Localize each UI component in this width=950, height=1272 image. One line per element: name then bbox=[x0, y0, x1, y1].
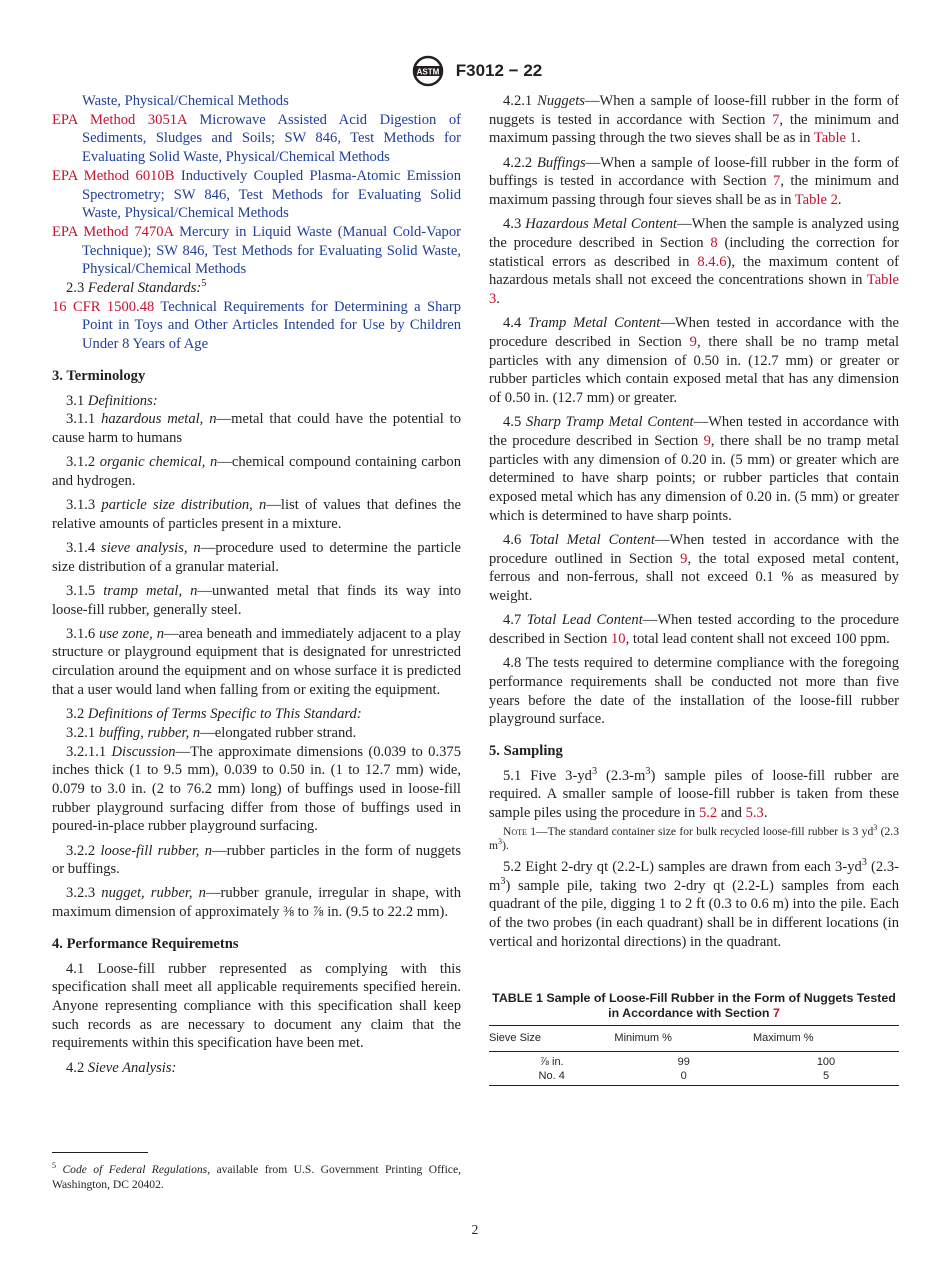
text: —When a sample of loose-fill rubber in the form of nuggets is tested in accordance with Section bbox=[489, 93, 899, 128]
reference-item bbox=[52, 92, 461, 111]
definition-3-1-6 bbox=[52, 625, 461, 700]
left-column bbox=[52, 92, 461, 1077]
section-4-heading: 4. Performance Requiremetns bbox=[52, 935, 239, 952]
footnote-number: 5 bbox=[52, 1161, 57, 1171]
text: . bbox=[837, 192, 842, 209]
section-number: 3.1.1 bbox=[66, 411, 96, 428]
superscript: 3 bbox=[591, 765, 598, 777]
definition-text: —chemical compound containing carbon and hydrogen. bbox=[52, 454, 461, 489]
document-designation: F3012 − 22 bbox=[455, 61, 543, 80]
text: —When tested in accordance with the procedure outlined in Section bbox=[489, 531, 899, 567]
footnote-text: , available from U.S. Government Printing Office, Washington, DC 20402. bbox=[52, 1163, 461, 1191]
reference-item bbox=[52, 298, 461, 354]
section-link[interactable]: 9 bbox=[703, 432, 711, 449]
federal-standards-heading bbox=[52, 279, 461, 298]
text: , the minimum and maximum passing through the two sieves shall be as in bbox=[489, 111, 899, 147]
section-number: 4.2 bbox=[66, 1059, 85, 1076]
superscript: 3 bbox=[645, 765, 651, 777]
text: . bbox=[856, 130, 861, 147]
section-link[interactable]: 8.4.6 bbox=[697, 253, 727, 270]
paragraph-4-4 bbox=[489, 314, 899, 408]
definition-3-1-4 bbox=[52, 539, 461, 576]
text: , total lead content shall not exceed 100 ppm. bbox=[625, 630, 890, 647]
reference-link[interactable]: Technical Requirements for Determining a Sharp Point in Toys and Other Articles Intended for Use by Children Under 8 Years of Age bbox=[82, 298, 461, 353]
text: and bbox=[717, 805, 746, 822]
table-cell: 5 bbox=[753, 1069, 899, 1086]
paragraph-4-1: 4.1 Loose-fill rubber represented as complying with this specification shall meet all applicable requirements specified herein. Anyone representing compliance with this specification shall keep such records as are necessary to document any claim that the requirements within this specification have been met. bbox=[52, 960, 461, 1052]
text: , there shall be no tramp metal particles with any dimension of 0.20 in. (5 mm) or greater which are determined to have sharp points; or rubber particles that contain exposed metal which has any dimension of 0.20 in. (5 mm) or greater which is determined to have sharp points. bbox=[489, 432, 900, 524]
definition-text: —area beneath and immediately adjacent to a play structure or playground equipment that is designated for unrestricted circulation around the equipment and on whose surface it is predicted that a user would land when falling from or exiting the equipment. bbox=[52, 625, 462, 698]
table-row bbox=[489, 1069, 899, 1086]
text: (2.3-m bbox=[597, 767, 646, 784]
term: particle size distribution, n bbox=[101, 497, 267, 514]
footnote-title: Code of Federal Regulations bbox=[62, 1163, 208, 1176]
definition-text: —procedure used to determine the particle size distribution of a granular material. bbox=[52, 539, 461, 575]
term: sieve analysis, n bbox=[101, 539, 201, 556]
paragraph-4-5 bbox=[489, 413, 899, 525]
paragraph-4-2-2 bbox=[489, 154, 899, 210]
text: ). bbox=[502, 838, 509, 852]
text: . bbox=[763, 805, 768, 822]
text: ) sample pile, taking two 2-dry qt (2.2-L) samples from each quadrant of the pile, digging 1 to 2 ft (0.3 to 0.6 m) into the pile. Each of the two probes (in each quadrant) shall be in different locations (in vertical and horizontal directions) in the quadrant. bbox=[489, 877, 899, 950]
paragraph-3-1 bbox=[52, 392, 461, 411]
superscript: 3 bbox=[500, 875, 506, 887]
text: 4.7 bbox=[503, 612, 527, 629]
section-link[interactable]: 8 bbox=[710, 234, 718, 251]
table-cell: ⅞ in. bbox=[539, 1056, 564, 1069]
definition-text: —unwanted metal that finds its way into loose-fill rubber, generally steel. bbox=[52, 582, 461, 618]
right-column bbox=[489, 92, 899, 1086]
text: , the minimum and maximum passing through four sieves shall be as in bbox=[489, 173, 899, 209]
reference-code-link[interactable]: EPA Method 6010B bbox=[52, 167, 175, 184]
footnote-divider bbox=[52, 1152, 148, 1153]
section-number: 3.1.5 bbox=[66, 582, 96, 599]
section-5-heading: 5. Sampling bbox=[489, 743, 563, 759]
table-cell: 99 bbox=[677, 1056, 690, 1069]
text: 5.2 Eight 2-dry qt (2.2-L) samples are drawn from each 3-yd bbox=[503, 858, 862, 875]
page-header bbox=[0, 54, 950, 88]
term: Hazardous Metal Content bbox=[525, 216, 678, 233]
reference-item bbox=[52, 111, 461, 167]
table-header-row bbox=[489, 1026, 899, 1052]
section-number: 3.2.1.1 bbox=[66, 743, 107, 760]
section-number: 3.2.1 bbox=[66, 724, 96, 741]
section-number: 3.1.4 bbox=[66, 539, 96, 556]
section-link[interactable]: 7 bbox=[772, 111, 780, 128]
section-link[interactable]: 5.3 bbox=[745, 805, 764, 822]
section-number: 2.3 bbox=[66, 280, 85, 297]
definition-3-1-1 bbox=[52, 410, 461, 447]
paragraph-4-7 bbox=[489, 611, 899, 648]
text: 4.6 bbox=[503, 531, 530, 548]
reference-item bbox=[52, 167, 461, 223]
term: Total Metal Content bbox=[529, 531, 655, 548]
superscript: 3 bbox=[873, 822, 878, 832]
text: , the total exposed metal content, ferrous and non-ferrous, shall not exceed 0.1 % as measured by weight. bbox=[489, 550, 899, 605]
definition-text: —rubber granule, irregular in shape, with maximum dimension of approximately ⅜ to ⅞ in. (9.5 to 22.2 mm). bbox=[52, 885, 461, 921]
superscript: 3 bbox=[498, 836, 503, 846]
section-number: 3.1.6 bbox=[66, 625, 96, 642]
term: Sharp Tramp Metal Content bbox=[526, 414, 694, 431]
table-1 bbox=[489, 1025, 899, 1086]
table-cell: No. 4 bbox=[489, 1069, 614, 1086]
text: —When a sample of loose-fill rubber in the form of buffings is tested in accordance with Section bbox=[489, 154, 899, 190]
definition-3-1-2 bbox=[52, 453, 461, 490]
text: 4.4 bbox=[503, 315, 529, 332]
footnote-ref[interactable]: 5 bbox=[201, 278, 207, 290]
column-header: Minimum % bbox=[614, 1026, 753, 1052]
reference-code-link[interactable]: EPA Method 3051A bbox=[52, 111, 187, 128]
reference-link[interactable]: Mercury in Liquid Waste (Manual Cold-Vapor Technique); SW 846, Test Methods for Evaluating Solid Waste, Physical/Chemical Methods bbox=[82, 223, 461, 278]
table-cell: 100 bbox=[816, 1056, 836, 1069]
text: ) sample piles of loose-fill rubber are required. A smaller sample of loose-fill rubber is taken from these sample piles using the procedure in bbox=[489, 767, 899, 822]
section-label: Definitions: bbox=[87, 392, 158, 409]
reference-link[interactable]: Waste, Physical/Chemical Methods bbox=[82, 93, 289, 109]
paragraph-5-2 bbox=[489, 858, 899, 952]
text: —When tested in accordance with the procedure described in Section bbox=[489, 315, 900, 350]
term: use zone, n bbox=[99, 625, 164, 642]
section-label: Federal Standards: bbox=[87, 280, 202, 297]
term: organic chemical, n bbox=[99, 454, 218, 471]
section-label: Sieve Analysis: bbox=[87, 1059, 177, 1076]
term: Nuggets bbox=[537, 93, 585, 109]
text: 4.2.2 bbox=[503, 154, 538, 171]
table-cell: 0 bbox=[614, 1069, 753, 1086]
paragraph-3-2 bbox=[52, 705, 461, 724]
section-link[interactable]: 7 bbox=[773, 173, 781, 190]
section-3-heading: 3. Terminology bbox=[52, 367, 146, 384]
definition-3-2-2 bbox=[52, 842, 461, 879]
note-1 bbox=[489, 822, 899, 853]
text: —When tested in accordance with the procedure described in Section bbox=[489, 414, 900, 449]
definition-3-2-3 bbox=[52, 884, 461, 921]
reference-code-link[interactable]: 16 CFR 1500.48 bbox=[52, 298, 155, 315]
term: Discussion bbox=[111, 743, 176, 760]
definition-3-1-3 bbox=[52, 496, 461, 533]
table-1-title bbox=[489, 991, 899, 1021]
definition-text: —rubber particles in the form of nuggets or buffings. bbox=[52, 842, 461, 878]
section-number: 3.2.3 bbox=[66, 885, 96, 902]
table-title-text: TABLE 1 Sample of Loose-Fill Rubber in the Form of Nuggets Tested in Accordance with Section bbox=[492, 991, 896, 1021]
paragraph-5-1 bbox=[489, 767, 899, 823]
table-row bbox=[489, 1052, 899, 1070]
term: buffing, rubber, n bbox=[98, 724, 201, 741]
text: 4.2.1 bbox=[503, 93, 538, 109]
text: 1—The standard container size for bulk recycled loose-fill rubber is 3 yd bbox=[526, 824, 874, 838]
section-number: 3.1 bbox=[66, 392, 85, 409]
section-link[interactable]: 5.2 bbox=[698, 805, 718, 822]
text: —When the sample is analyzed using the procedure described in Section bbox=[489, 216, 899, 251]
term: nugget, rubber, n bbox=[101, 885, 206, 902]
text: 4.3 bbox=[503, 216, 526, 233]
note-label: Note bbox=[503, 824, 527, 838]
definition-text: —elongated rubber strand. bbox=[200, 724, 357, 741]
section-link[interactable]: 7 bbox=[772, 1006, 780, 1021]
section-number: 3.2.2 bbox=[66, 842, 96, 859]
section-label: Definitions of Terms Specific to This Standard: bbox=[87, 706, 362, 723]
text: (2.3-m bbox=[489, 858, 899, 894]
reference-item bbox=[52, 223, 461, 279]
table-link[interactable]: Table 1 bbox=[813, 130, 857, 147]
superscript: 3 bbox=[861, 856, 867, 868]
term: Buffings bbox=[537, 154, 586, 171]
text: (2.3 m bbox=[489, 824, 899, 852]
text: —When tested according to the procedure described in Section bbox=[489, 612, 900, 647]
text: (including the correction for statistical errors as described in bbox=[489, 234, 900, 270]
term: tramp metal, n bbox=[103, 582, 198, 599]
paragraph-4-8: 4.8 The tests required to determine compliance with the foregoing performance requirements shall be conducted not more than five years before the date of the installation of the loose-fill rubber playground surface. bbox=[489, 655, 899, 728]
section-number: 3.2 bbox=[66, 706, 85, 723]
term: Total Lead Content bbox=[526, 612, 643, 629]
section-number: 3.1.2 bbox=[66, 454, 96, 471]
text: ), the maximum content of hazardous metals shall not exceed the concentrations shown in bbox=[489, 253, 899, 289]
term: hazardous metal, n bbox=[101, 411, 217, 428]
logo-text: ASTM bbox=[416, 67, 440, 77]
footnote bbox=[52, 1162, 461, 1192]
text: 5.1 Five 3-yd bbox=[503, 767, 592, 784]
definition-3-1-5 bbox=[52, 582, 461, 619]
paragraph-4-3 bbox=[489, 215, 899, 309]
reference-link[interactable]: Inductively Coupled Plasma-Atomic Emission Spectrometry; SW 846, Test Methods for Evaluating Solid Waste, Physical/Chemical Methods bbox=[82, 167, 461, 222]
term: Tramp Metal Content bbox=[528, 315, 661, 332]
definition-3-2-1 bbox=[52, 724, 461, 743]
paragraph-4-2 bbox=[52, 1059, 461, 1078]
column-header: Maximum % bbox=[753, 1026, 899, 1052]
table-link[interactable]: Table 3 bbox=[489, 272, 899, 308]
paragraph-4-6 bbox=[489, 531, 899, 606]
column-header: Sieve Size bbox=[489, 1026, 614, 1052]
term: loose-fill rubber, n bbox=[100, 842, 213, 859]
astm-logo-icon bbox=[408, 54, 448, 88]
text: . bbox=[496, 291, 500, 308]
section-link[interactable]: 9 bbox=[680, 550, 688, 567]
text: 4.5 bbox=[503, 414, 527, 431]
section-link[interactable]: 9 bbox=[689, 333, 697, 350]
section-link[interactable]: 10 bbox=[611, 630, 626, 647]
table-link[interactable]: Table 2 bbox=[794, 192, 838, 209]
definition-text: —The approximate dimensions (0.039 to 0.375 inches thick (1 to 9.5 mm), 0.039 to 0.50 in. (1 to 12.7 mm) wide, 0.079 to 3.0 in. (2 to 76.2 mm) long) of buffings used in loose-fill rubber playground surfacing differ from those of buffings used in poured-in-place rubber playground surfacing. bbox=[52, 743, 461, 835]
text: , there shall be no tramp metal particles with any dimension of 0.50 in. (12.7 mm) or greater or rubber particles which contain exposed metal that has any dimension of 0.50 in. (12.7 mm) or greater. bbox=[489, 333, 900, 407]
definition-text: —metal that could have the potential to cause harm to humans bbox=[52, 411, 461, 446]
reference-code-link[interactable]: EPA Method 7470A bbox=[52, 223, 174, 240]
section-number: 3.1.3 bbox=[66, 497, 96, 514]
discussion-3-2-1-1 bbox=[52, 743, 461, 837]
page-number: 2 bbox=[471, 1222, 479, 1237]
definition-text: —list of values that defines the relative amounts of particles present in a mixture. bbox=[52, 497, 461, 532]
reference-link[interactable]: Microwave Assisted Acid Digestion of Sediments, Sludges and Soils; SW 846, Test Methods for Evaluating Solid Waste, Physical/Chemical Methods bbox=[82, 111, 461, 166]
paragraph-4-2-1 bbox=[489, 92, 899, 148]
